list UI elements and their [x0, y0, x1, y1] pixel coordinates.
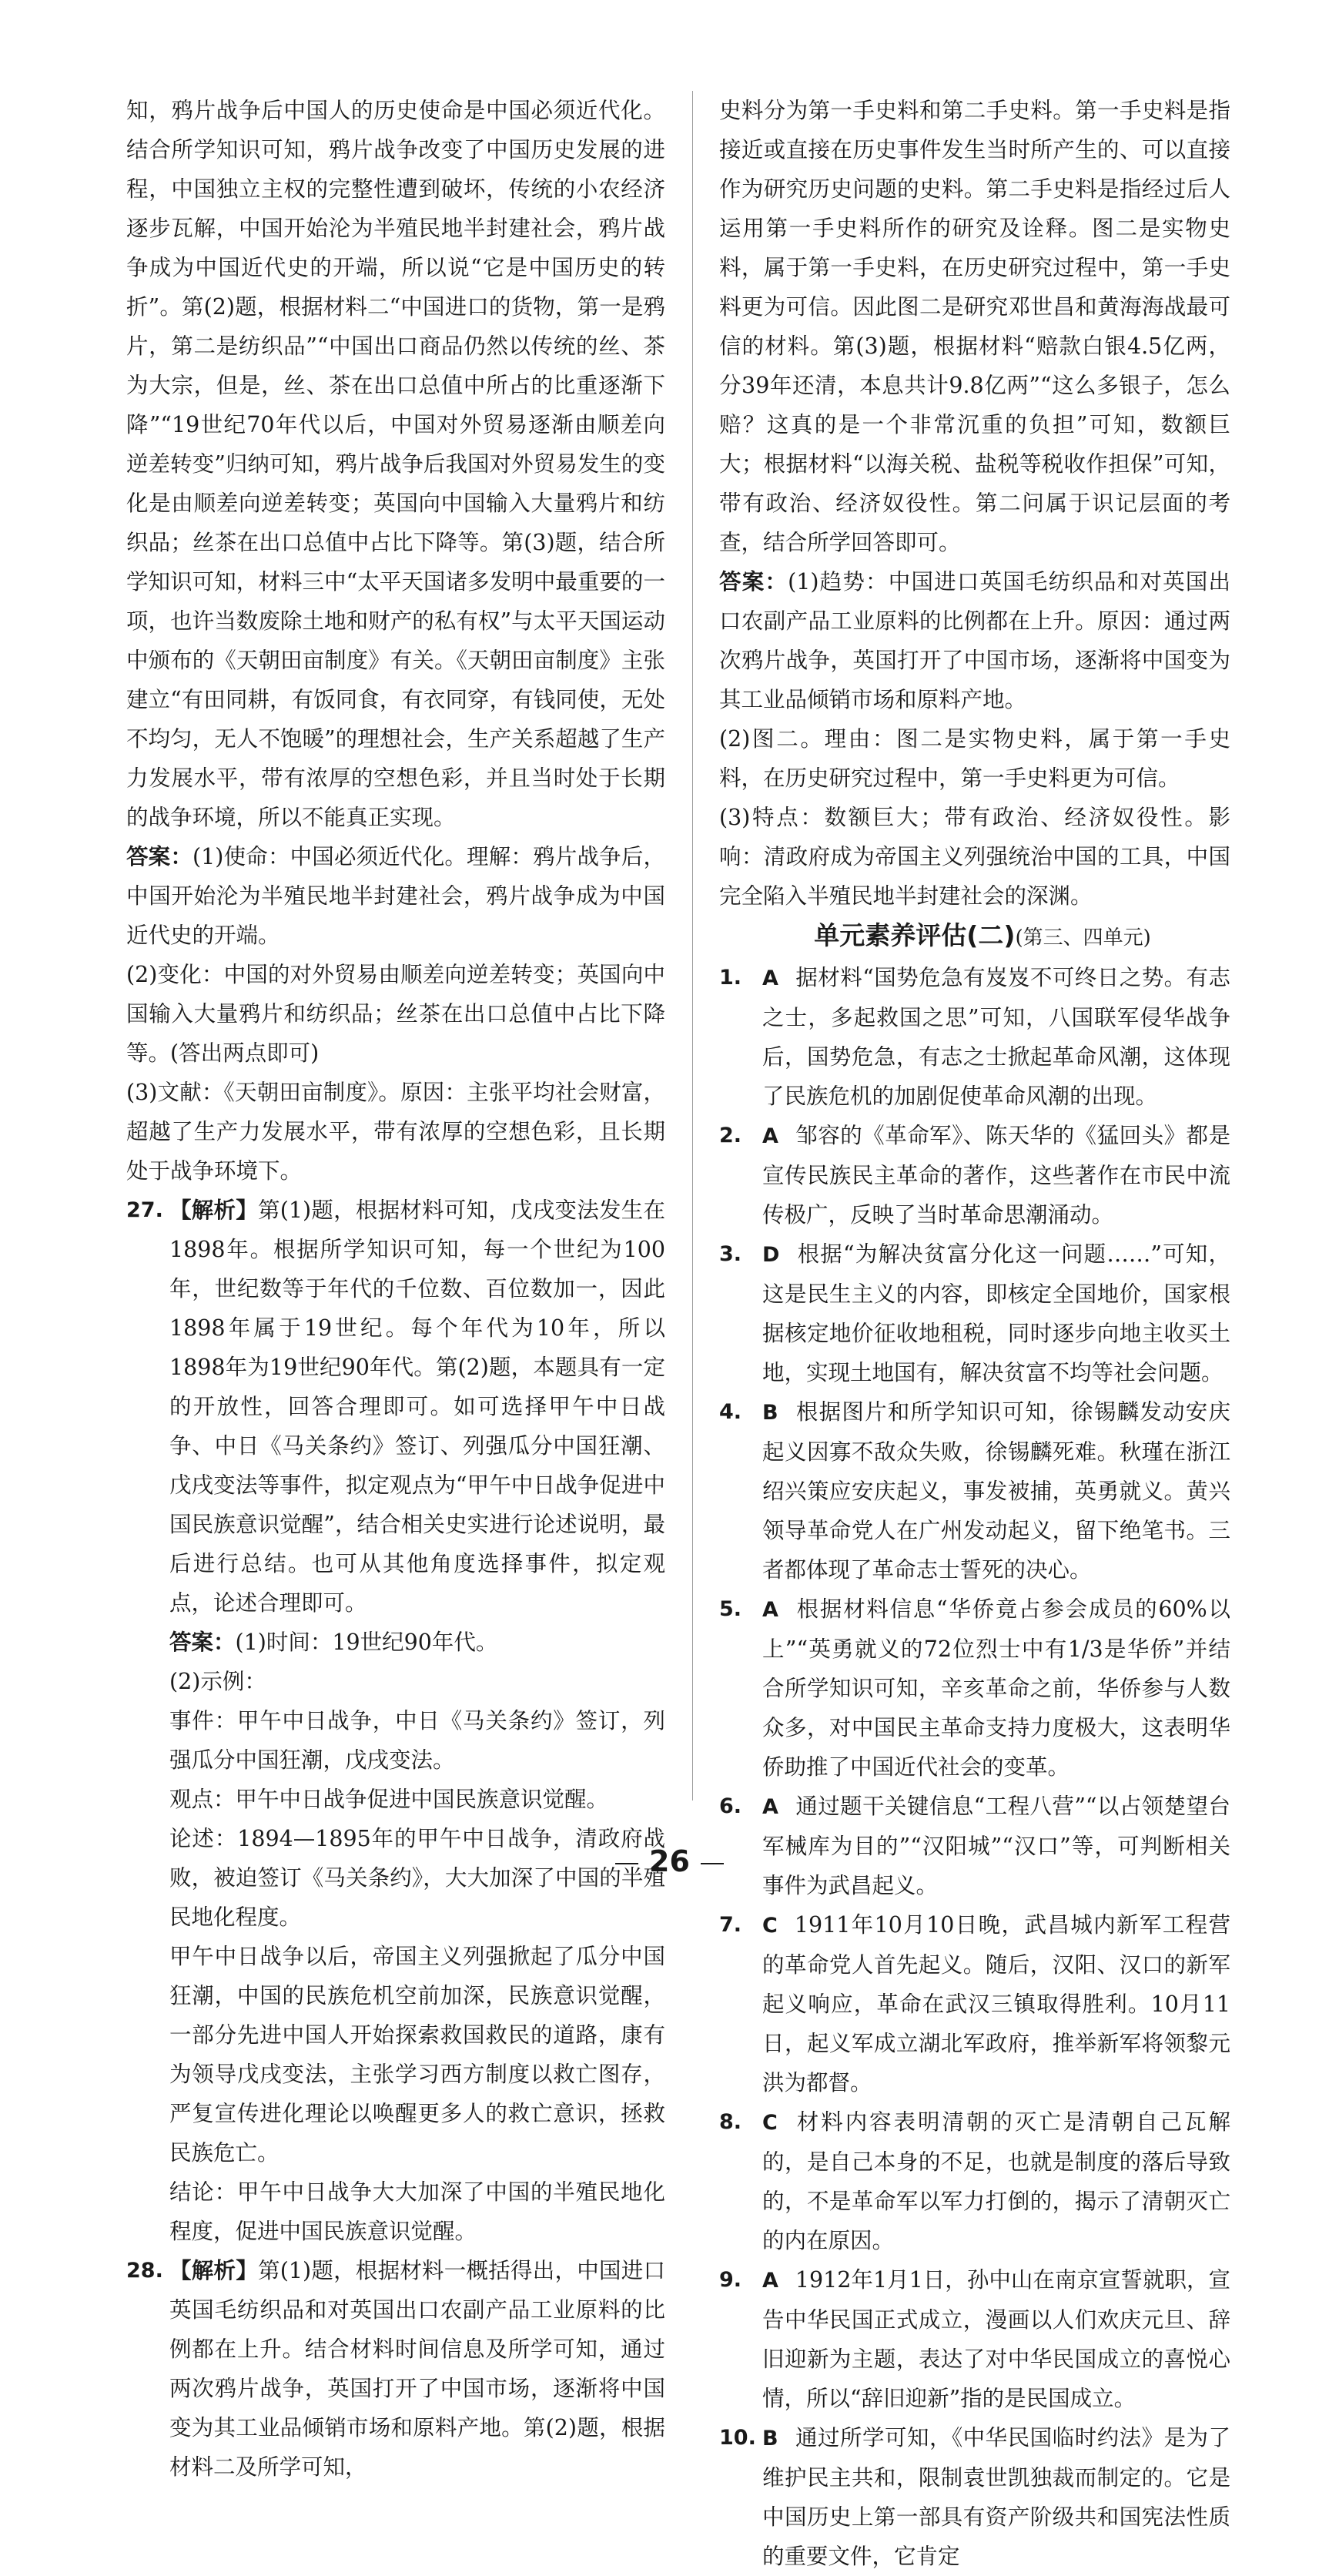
question-27-answer-1: (1)时间：19世纪90年代。	[235, 1630, 498, 1655]
item-explanation: 通过所学可知，《中华民国临时约法》是为了维护民主共和，限制袁世凯独裁而制定的。它是中国历史上第一部具有资产阶级共和国宪法性质的重要文件，它肯定	[762, 2425, 1230, 2569]
item-number: 5.	[719, 1597, 742, 1621]
item-number: 3.	[719, 1242, 742, 1266]
item-number: 4.	[719, 1400, 742, 1424]
list-item	[719, 1392, 1230, 1589]
item-explanation: 邹容的《革命军》、陈天华的《猛回头》都是宣传民族民主革命的著作，这些著作在市民中流传极广，反映了当时革命思潮涌动。	[762, 1123, 1230, 1228]
item-explanation: 通过题干关键信息“工程八营”“以占领楚望台军械库为目的”“汉阳城”“汉口”等，可判断相关事件为武昌起义。	[762, 1794, 1230, 1898]
item-explanation: 据材料“国势危急有岌岌不可终日之势。有志之士，多起救国之思”可知，八国联军侵华战争后，国势危急，有志之士掀起革命风潮，这体现了民族危机的加剧促使革命风潮的出现。	[762, 965, 1230, 1109]
answer-part-3: (3)文献：《天朝田亩制度》。原因：主张平均社会财富，超越了生产力发展水平，带有浓厚的空想色彩，且长期处于战争环境下。	[126, 1080, 665, 1184]
list-item	[719, 2102, 1230, 2260]
list-item	[719, 1905, 1230, 2102]
question-27-answer-2: (2)示例：	[169, 1669, 266, 1694]
question-27-number: 27.	[126, 1198, 163, 1222]
answer-part-1: (1)趋势：中国进口英国毛纺织品和对英国出口农副产品工业原料的比例都在上升。原因：通过两次鸦片战争，英国打开了中国市场，逐渐将中国变为其工业品倾销市场和原料产地。	[719, 569, 1230, 712]
item-answer: B	[762, 1401, 778, 1425]
question-28-number: 28.	[126, 2259, 163, 2283]
item-answer: A	[762, 966, 778, 990]
item-explanation: 材料内容表明清朝的灭亡是清朝自己瓦解的，是自己本身的不足，也就是制度的落后导致的，不是革命军以军力打倒的，揭示了清朝灭亡的内在原因。	[762, 2109, 1230, 2253]
question-28-analysis-tag: 【解析】	[169, 2258, 258, 2283]
list-item	[719, 2260, 1230, 2418]
item-number: 10.	[719, 2426, 756, 2450]
question-27-viewpoint: 观点：甲午中日战争促进中国民族意识觉醒。	[169, 1787, 609, 1812]
left-column	[126, 91, 665, 2487]
item-explanation: 根据“为解决贫富分化这一问题……”可知，这是民生主义的内容，即核定全国地价，国家根据核定地价征收地租税，同时逐步向地主收买土地，实现土地国有，解决贫富不均等社会问题。	[762, 1241, 1230, 1385]
unit-title-text: 单元素养评估(二)	[814, 920, 1016, 950]
unit-subtitle: (第三、四单元)	[1015, 926, 1151, 950]
column-divider	[692, 91, 693, 1801]
question-27-argument-1: 论述：1894—1895年的甲午中日战争，清政府战败，被迫签订《马关条约》，大大加深了中国的半殖民地化程度。	[169, 1826, 665, 1930]
list-item	[719, 1116, 1230, 1234]
answer-part-3: (3)特点：数额巨大；带有政治、经济奴役性。影响：清政府成为帝国主义列强统治中国的工具，中国完全陷入半殖民地半封建社会的深渊。	[719, 805, 1230, 909]
question-28	[126, 2251, 665, 2487]
item-answer: C	[762, 1914, 778, 1938]
item-answer: A	[762, 1598, 778, 1622]
item-explanation: 1912年1月1日，孙中山在南京宣誓就职，宣告中华民国正式成立，漫画以人们欢庆元旦、辞旧迎新为主题，表达了对中华民国成立的喜悦心情，所以“辞旧迎新”指的是民国成立。	[762, 2267, 1230, 2411]
answer-label: 答案：	[719, 569, 788, 595]
item-answer: A	[762, 1795, 778, 1819]
question-28-analysis: 第(1)题，根据材料一概括得出，中国进口英国毛纺织品和对英国出口农副产品工业原料的比例都在上升。结合材料时间信息及所学可知，通过两次鸦片战争，英国打开了中国市场，逐渐将中国变为其工业品倾销市场和原料产地。第(2)题，根据材料二及所学可知，	[169, 2258, 665, 2480]
answer-block	[719, 562, 1230, 719]
answer-part-2: (2)变化：中国的对外贸易由顺差向逆差转变；英国向中国输入大量鸦片和纺织品；丝茶在出口总值中占比下降等。(答出两点即可)	[126, 962, 665, 1066]
item-number: 2.	[719, 1124, 742, 1147]
question-27-argument-2: 甲午中日战争以后，帝国主义列强掀起了瓜分中国狂潮，中国的民族危机空前加深，民族意识觉醒，一部分先进中国人开始探索救国救民的道路，康有为领导戊戌变法，主张学习西方制度以救亡图存，严复宣传进化理论以唤醒更多人的救亡意识，拯救民族危亡。	[169, 1944, 665, 2166]
question-27-event: 事件：甲午中日战争，中日《马关条约》签订，列强瓜分中国狂潮，戊戌变法。	[169, 1708, 665, 1773]
item-explanation: 根据图片和所学知识可知，徐锡麟发动安庆起义因寡不敌众失败，徐锡麟死难。秋瑾在浙江绍兴策应安庆起义，事发被捕，英勇就义。黄兴领导革命党人在广州发动起义，留下绝笔书。三者都体现了革命志士誓死的决心。	[762, 1399, 1230, 1583]
item-number: 7.	[719, 1913, 742, 1937]
answer-block	[126, 837, 665, 955]
list-item	[719, 958, 1230, 1116]
item-answer: D	[762, 1243, 780, 1267]
item-answer: C	[762, 2111, 778, 2135]
list-item	[719, 1589, 1230, 1787]
question-27-conclusion: 结论：甲午中日战争大大加深了中国的半殖民地化程度，促进中国民族意识觉醒。	[169, 2179, 665, 2244]
page-footer	[0, 1844, 1339, 1878]
continued-analysis-paragraph: 知，鸦片战争后中国人的历史使命是中国必须近代化。结合所学知识可知，鸦片战争改变了中国历史发展的进程，中国独立主权的完整性遭到破坏，传统的小农经济逐步瓦解，中国开始沦为半殖民地半封建社会，鸦片战争成为中国近代史的开端，所以说“它是中国历史的转折”。第(2)题，根据材料二“中国进口的货物，第一是鸦片，第二是纺织品”“中国出口商品仍然以传统的丝、茶为大宗，但是，丝、茶在出口总值中所占的比重逐渐下降”“19世纪70年代以后，中国对外贸易逐渐由顺差向逆差转变”归纳可知，鸦片战争后我国对外贸易发生的变化是由顺差向逆差转变；英国向中国输入大量鸦片和纺织品；丝茶在出口总值中占比下降等。第(3)题，结合所学知识可知，材料三中“太平天国诸多发明中最重要的一项，也许当数废除土地和财产的私有权”与太平天国运动中颁布的《天朝田亩制度》有关。《天朝田亩制度》主张建立“有田同耕，有饭同食，有衣同穿，有钱同使，无处不均匀，无人不饱暖”的理想社会，生产关系超越了生产力发展水平，带有浓厚的空想色彩，并且当时处于长期的战争环境，所以不能真正实现。	[126, 98, 665, 830]
list-item	[719, 1234, 1230, 1392]
list-item	[719, 2418, 1230, 2576]
item-number: 1.	[719, 966, 742, 990]
item-number: 9.	[719, 2268, 742, 2292]
item-number: 8.	[719, 2110, 742, 2134]
answer-part-1: (1)使命：中国必须近代化。理解：鸦片战争后，中国开始沦为半殖民地半封建社会，鸦片战争成为中国近代史的开端。	[126, 844, 665, 948]
question-27-answer	[169, 1623, 665, 1662]
answer-part-2: (2)图二。理由：图二是实物史料，属于第一手史料，在历史研究过程中，第一手史料更为可信。	[719, 726, 1230, 791]
item-number: 6.	[719, 1794, 742, 1818]
continued-analysis-paragraph: 史料分为第一手史料和第二手史料。第一手史料是指接近或直接在历史事件发生当时所产生的、可以直接作为研究历史问题的史料。第二手史料是指经过后人运用第一手史料所作的研究及诠释。图二是实物史料，属于第一手史料，在历史研究过程中，第一手史料更为可信。因此图二是研究邓世昌和黄海海战最可信的材料。第(3)题，根据材料“赔款白银4.5亿两，分39年还清，本息共计9.8亿两”“这么多银子，怎么赔？这真的是一个非常沉重的负担”可知，数额巨大；根据材料“以海关税、盐税等税收作担保”可知，带有政治、经济奴役性。第二问属于识记层面的考查，结合所学回答即可。	[719, 98, 1230, 555]
question-27-answer-label: 答案：	[169, 1630, 236, 1655]
item-answer: A	[762, 2269, 778, 2293]
unit-title	[719, 916, 1230, 958]
page-number: 26	[649, 1844, 690, 1878]
question-27	[126, 1191, 665, 2251]
footer-dash-left	[615, 1863, 638, 1864]
question-27-analysis-tag: 【解析】	[169, 1198, 258, 1223]
question-27-analysis: 第(1)题，根据材料可知，戊戌变法发生在1898年。根据所学知识可知，每一个世纪为100年，世纪数等于年代的千位数、百位数加一，因此1898年属于19世纪。每个年代为10年，所以1898年为19世纪90年代。第(2)题，本题具有一定的开放性，回答合理即可。如可选择甲午中日战争、中日《马关条约》签订、列强瓜分中国狂潮、戊戌变法等事件，拟定观点为“甲午中日战争促进中国民族意识觉醒”，结合相关史实进行论述说明，最后进行总结。也可从其他角度选择事件，拟定观点，论述合理即可。	[169, 1198, 665, 1616]
item-answer: B	[762, 2427, 778, 2450]
footer-dash-right	[701, 1863, 724, 1864]
item-explanation: 根据材料信息“华侨竟占参会成员的60%以上”“英勇就义的72位烈士中有1/3是华侨”并结合所学知识可知，辛亥革命之前，华侨参与人数众多，对中国民主革命支持力度极大，这表明华侨助推了中国近代社会的变革。	[762, 1596, 1230, 1780]
right-column	[719, 91, 1230, 2576]
answer-label: 答案：	[126, 844, 193, 869]
item-answer: A	[762, 1124, 778, 1148]
item-explanation: 1911年10月10日晚，武昌城内新军工程营的革命党人首先起义。随后，汉阳、汉口的新军起义响应，革命在武汉三镇取得胜利。10月11日，起义军成立湖北军政府，推举新军将领黎元洪为都督。	[762, 1912, 1230, 2095]
